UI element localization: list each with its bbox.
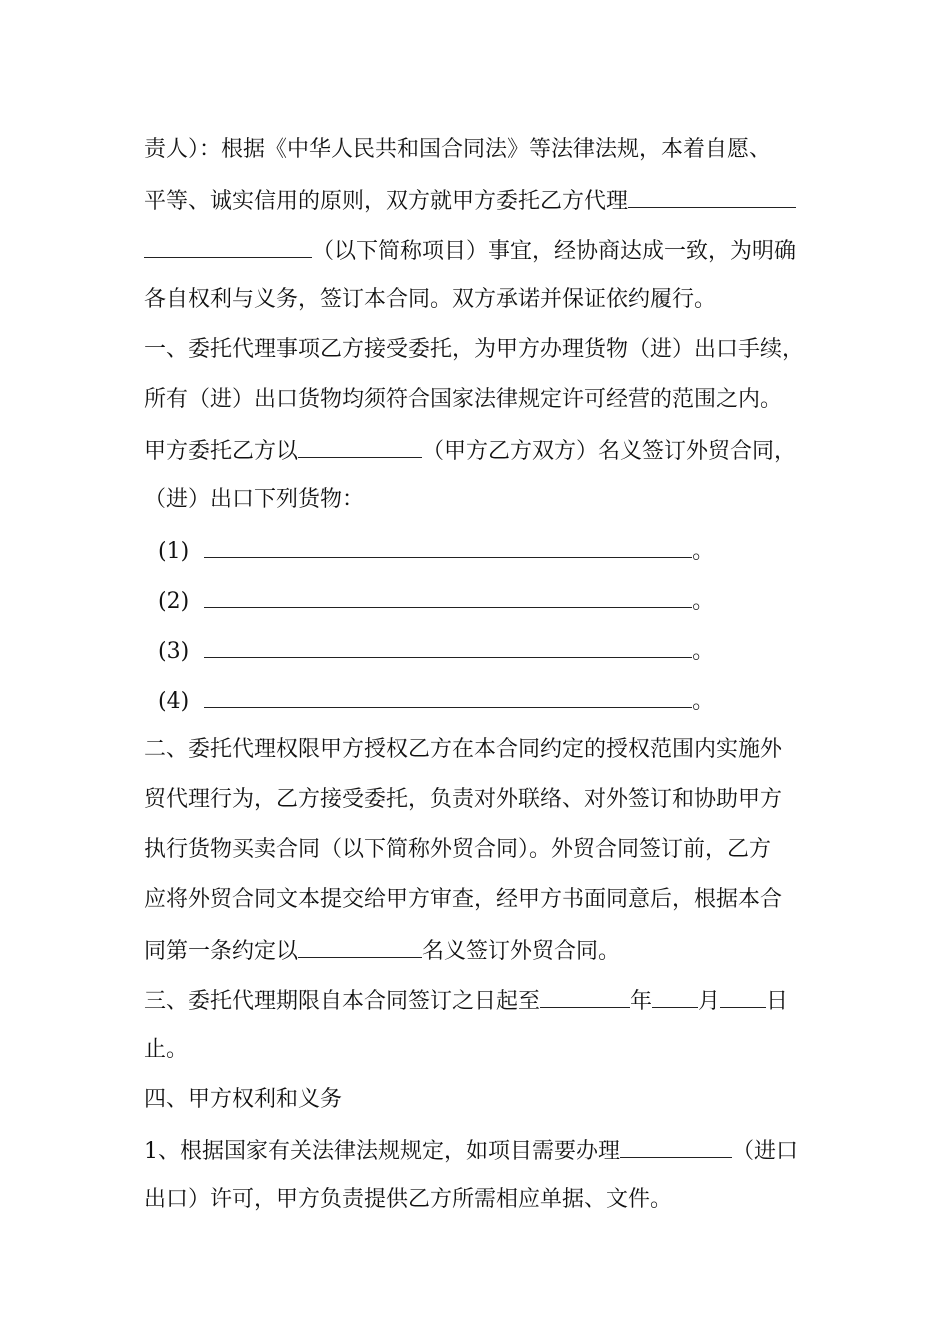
- fill-blank[interactable]: [298, 935, 422, 958]
- text-segment: 三、委托代理期限自本合同签订之日起至: [144, 989, 541, 1014]
- goods-item: [158, 685, 714, 717]
- fill-blank[interactable]: [204, 635, 692, 658]
- text-line: （进）出口下列货物：: [144, 487, 365, 512]
- fill-blank[interactable]: [628, 185, 796, 208]
- text-line: 止。: [144, 1037, 189, 1062]
- goods-item-number: (4): [158, 689, 190, 714]
- text-line: [144, 235, 796, 267]
- text-line: 贸代理行为，乙方接受委托，负责对外联络、对外签订和协助甲方: [144, 787, 783, 812]
- fill-blank[interactable]: [204, 585, 692, 608]
- text-line: 执行货物买卖合同（以下简称外贸合同）。外贸合同签订前，乙方: [144, 837, 772, 862]
- text-segment: 。: [692, 639, 715, 664]
- text-segment: 同第一条约定以: [144, 939, 299, 964]
- fill-blank[interactable]: [144, 235, 312, 258]
- year-label: 年: [630, 989, 653, 1014]
- month-label: 月: [698, 989, 721, 1014]
- text-segment: 。: [692, 539, 715, 564]
- text-line: 责人）：根据《中华人民共和国合同法》等法律法规，本着自愿、: [144, 137, 772, 162]
- goods-item-number: (1): [158, 539, 190, 564]
- fill-blank[interactable]: [204, 685, 692, 708]
- month-blank[interactable]: [652, 985, 698, 1008]
- text-segment: （进口: [732, 1139, 799, 1164]
- goods-item: [158, 535, 714, 567]
- goods-item-number: (2): [158, 589, 190, 614]
- day-blank[interactable]: [720, 985, 766, 1008]
- goods-item-number: (3): [158, 639, 190, 664]
- text-segment: 名义签订外贸合同。: [422, 939, 621, 964]
- section-4-heading: 四、甲方权利和义务: [144, 1087, 343, 1112]
- goods-item: [158, 635, 714, 667]
- clause-number: 1: [144, 1139, 158, 1164]
- section-3-heading: [144, 985, 788, 1017]
- text-segment: 、根据国家有关法律法规规定，如项目需要办理: [158, 1139, 621, 1164]
- text-line: 应将外贸合同文本提交给甲方审查，经甲方书面同意后，根据本合: [144, 887, 783, 912]
- text-segment: 甲方委托乙方以: [144, 439, 299, 464]
- text-segment: （以下简称项目）事宜，经协商达成一致，为明确: [312, 239, 797, 264]
- text-line: [144, 935, 620, 967]
- text-segment: 。: [692, 689, 715, 714]
- day-label: 日: [766, 989, 789, 1014]
- text-segment: （甲方乙方双方）名义签订外贸合同，: [422, 439, 797, 464]
- text-line: [144, 435, 796, 467]
- section-1-heading: 一、委托代理事项乙方接受委托，为甲方办理货物（进）出口手续，: [144, 337, 805, 362]
- year-blank[interactable]: [540, 985, 630, 1008]
- fill-blank[interactable]: [620, 1135, 732, 1158]
- text-segment: 。: [692, 589, 715, 614]
- text-line: 出口）许可，甲方负责提供乙方所需相应单据、文件。: [144, 1187, 673, 1212]
- section-2-heading: 二、委托代理权限甲方授权乙方在本合同约定的授权范围内实施外: [144, 737, 783, 762]
- text-line: [144, 1135, 798, 1167]
- fill-blank[interactable]: [204, 535, 692, 558]
- goods-item: [158, 585, 714, 617]
- text-line: 各自权利与义务，签订本合同。双方承诺并保证依约履行。: [144, 287, 717, 312]
- text-line: 所有（进）出口货物均须符合国家法律规定许可经营的范围之内。: [144, 387, 783, 412]
- text-segment: 平等、诚实信用的原则，双方就甲方委托乙方代理: [144, 189, 629, 214]
- fill-blank[interactable]: [298, 435, 422, 458]
- text-line: [144, 185, 796, 217]
